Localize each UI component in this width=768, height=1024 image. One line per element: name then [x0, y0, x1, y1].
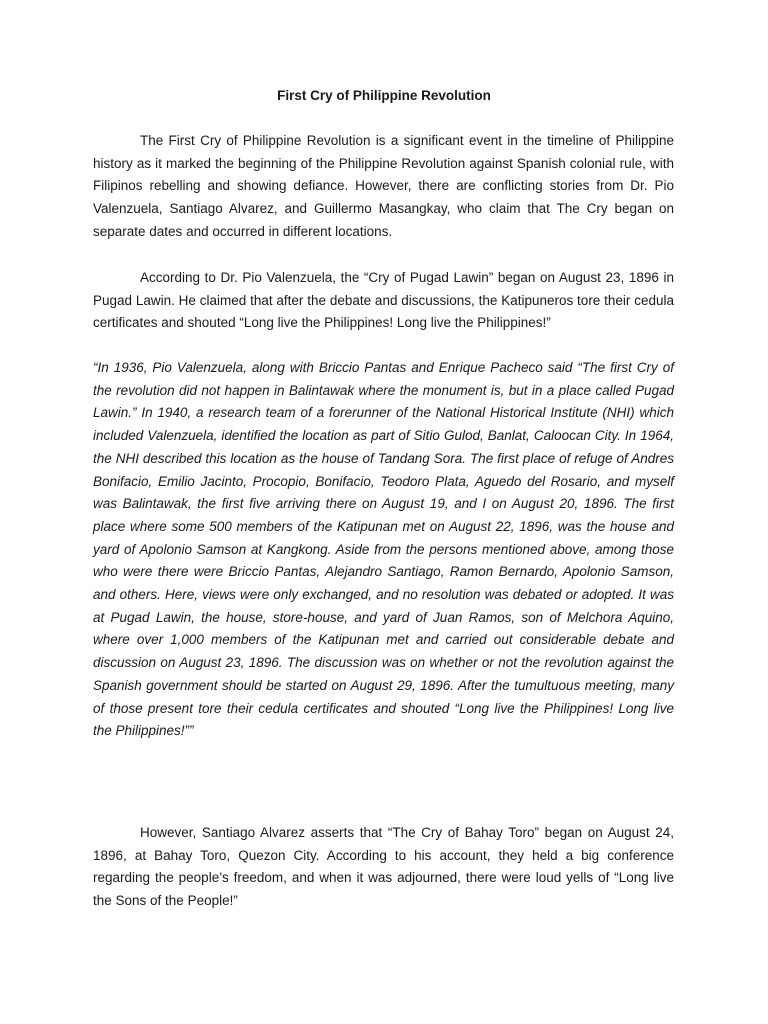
paragraph-alvarez-account: However, Santiago Alvarez asserts that “The Cry of Bahay Toro” began on August 24, 1896, at Bahay Toro, Quezon City. According to his account, they held a big conference regarding the people’s freedom, and when it was adjourned, there were loud yells of “Long live the Sons of the People!”: [93, 825, 674, 909]
paragraph-valenzuela-quote: “In 1936, Pio Valenzuela, along with Briccio Pantas and Enrique Pacheco said “The first Cry of the revolution did not happen in Balintawak where the monument is, but in a place called Pugad Lawin.” In 1940, a research team of a forerunner of the National Historical Institute (NHI) which included Valenzuela, identified the location as part of Sitio Gulod, Banlat, Caloocan City. In 1964, the NHI described this location as the house of Tandang Sora. The first place of refuge of Andres Bonifacio, Emilio Jacinto, Procopio, Bonifacio, Teodoro Plata, Aguedo del Rosario, and myself was Balintawak, the first five arriving there on August 19, and I on August 20, 1896. The first place where some 500 members of the Katipunan met on August 22, 1896, was the house and yard of Apolonio Samson at Kangkong. Aside from the persons mentioned above, among those who were there were Briccio Pantas, Alejandro Santiago, Ramon Bernardo, Apolonio Samson, and others. Here, views were only exchanged, and no resolution was debated or adopted. It was at Pugad Lawin, the house, store-house, and yard of Juan Ramos, son of Melchora Aquino, where over 1,000 members of the Katipunan met and carried out considerable debate and discussion on August 23, 1896. The discussion was on whether or not the revolution against the Spanish government should be started on August 29, 1896. After the tumultuous meeting, many of those present tore their cedula certificates and shouted “Long live the Philippines! Long live the Philippines!””: [93, 360, 674, 739]
document-title: First Cry of Philippine Revolution: [277, 88, 491, 103]
paragraph-introduction: The First Cry of Philippine Revolution is a significant event in the timeline of Philippine history as it marked the beginning of the Philippine Revolution against Spanish colonial rule, with Filipinos rebelling and showing defiance. However, there are conflicting stories from Dr. Pio Valenzuela, Santiago Alvarez, and Guillermo Masangkay, who claim that The Cry began on separate dates and occurred in different locations.: [93, 133, 674, 239]
paragraph-valenzuela-account: According to Dr. Pio Valenzuela, the “Cry of Pugad Lawin” began on August 23, 1896 in Pugad Lawin. He claimed that after the debate and discussions, the Katipuneros tore their cedula certificates and shouted “Long live the Philippines! Long live the Philippines!”: [93, 270, 674, 331]
